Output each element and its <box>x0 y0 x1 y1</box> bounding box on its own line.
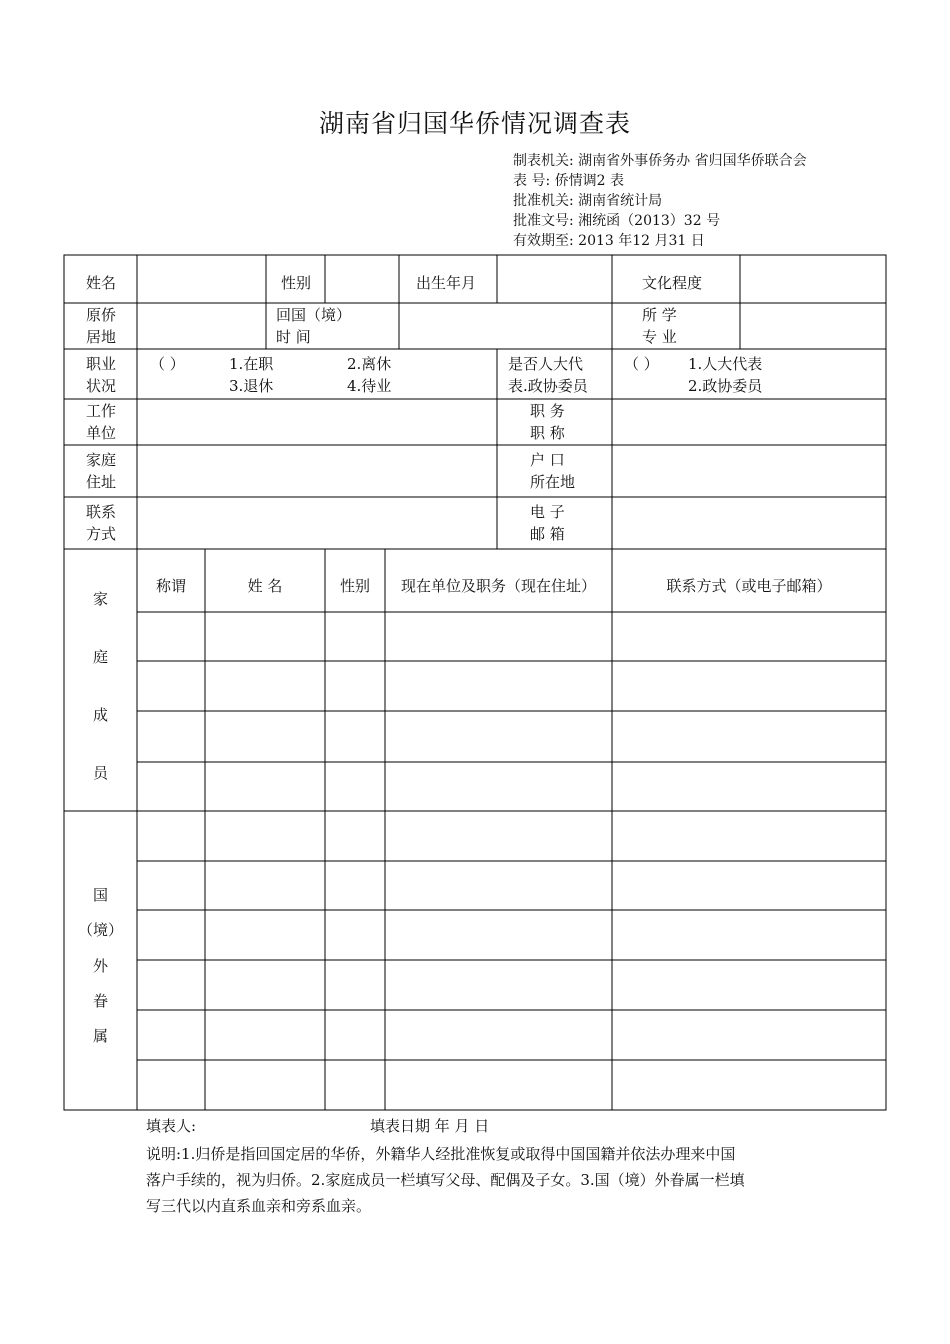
note-line: 落户手续的，视为归侨。2.家庭成员一栏填写父母、配偶及子女。3.国（境）外眷属一栏填 <box>146 1171 745 1189</box>
label-gender: 性别 <box>281 274 312 292</box>
label-hukou-line1: 户 口 <box>530 451 565 469</box>
page-title: 湖南省归国华侨情况调查表 <box>318 109 631 138</box>
label-hukou-line2: 所在地 <box>530 473 576 491</box>
family-header-work: 现在单位及职务（现在住址） <box>400 577 596 595</box>
label-work-line2: 单位 <box>86 424 117 442</box>
label-origin-line2: 居地 <box>86 328 117 346</box>
family-header-contact: 联系方式（或电子邮箱） <box>666 577 832 595</box>
npc-choice: （ ） <box>624 355 659 373</box>
family-side-char: 庭 <box>92 648 108 666</box>
label-contact-line2: 方式 <box>86 525 117 543</box>
meta-issuer: 制表机关: 湖南省外事侨务办 省归国华侨联合会 <box>513 153 807 169</box>
label-post-line1: 职 务 <box>530 402 565 420</box>
overseas-side-char: （境） <box>77 921 123 939</box>
label-return-line2: 时 间 <box>276 328 311 346</box>
label-work-line1: 工作 <box>86 402 117 420</box>
family-side-char: 家 <box>92 590 108 608</box>
overseas-side-char: 外 <box>92 957 108 975</box>
label-contact-line1: 联系 <box>86 503 117 521</box>
label-home-line1: 家庭 <box>86 451 117 469</box>
family-header-relation: 称谓 <box>155 577 186 595</box>
label-origin-line1: 原侨 <box>86 306 117 324</box>
job-option-unemployed: 4.待业 <box>347 377 392 395</box>
label-major-line2: 专 业 <box>642 328 677 346</box>
label-home-line2: 住址 <box>86 473 117 491</box>
family-side-char: 成 <box>92 706 108 724</box>
npc-option-npc: 1.人大代表 <box>688 355 763 373</box>
family-side-char: 员 <box>92 764 108 782</box>
label-major-line1: 所 学 <box>642 306 677 324</box>
note-line: 写三代以内直系血亲和旁系血亲。 <box>146 1197 372 1215</box>
overseas-side-char: 国 <box>92 886 108 904</box>
family-header-gender: 性别 <box>339 577 370 595</box>
label-email-line1: 电 子 <box>530 503 565 521</box>
label-npc-line2: 表.政协委员 <box>508 377 588 395</box>
label-birth: 出生年月 <box>416 274 477 292</box>
meta-approval-number: 批准文号: 湘统函（2013）32 号 <box>513 213 721 229</box>
overseas-side-char: 眷 <box>92 992 108 1010</box>
label-return-line1: 回国（境） <box>276 306 352 324</box>
job-status-choice: （ ） <box>150 355 185 373</box>
overseas-side-char: 属 <box>92 1027 108 1045</box>
label-name: 姓名 <box>86 274 117 292</box>
label-post-line2: 职 称 <box>530 424 565 442</box>
job-option-retired: 3.退休 <box>229 377 274 395</box>
filler-label: 填表人: <box>146 1117 197 1135</box>
label-job-status-line2: 状况 <box>86 377 117 395</box>
npc-option-cppcc: 2.政协委员 <box>688 377 763 395</box>
job-option-retired-cadre: 2.离休 <box>347 355 392 373</box>
meta-approver: 批准机关: 湖南省统计局 <box>513 193 663 209</box>
label-job-status-line1: 职业 <box>86 355 117 373</box>
label-email-line2: 邮 箱 <box>530 525 565 543</box>
fill-date-label: 填表日期 年 月 日 <box>370 1117 490 1135</box>
meta-form-number: 表 号: 侨情调2 表 <box>513 173 624 189</box>
note-line: 说明:1.归侨是指回国定居的华侨，外籍华人经批准恢复或取得中国国籍并依法办理来中国 <box>146 1145 736 1163</box>
job-option-employed: 1.在职 <box>229 355 274 373</box>
meta-valid-until: 有效期至: 2013 年12 月31 日 <box>513 233 705 249</box>
label-education: 文化程度 <box>642 274 703 292</box>
label-npc-line1: 是否人大代 <box>508 355 584 373</box>
family-header-name: 姓 名 <box>247 577 283 595</box>
